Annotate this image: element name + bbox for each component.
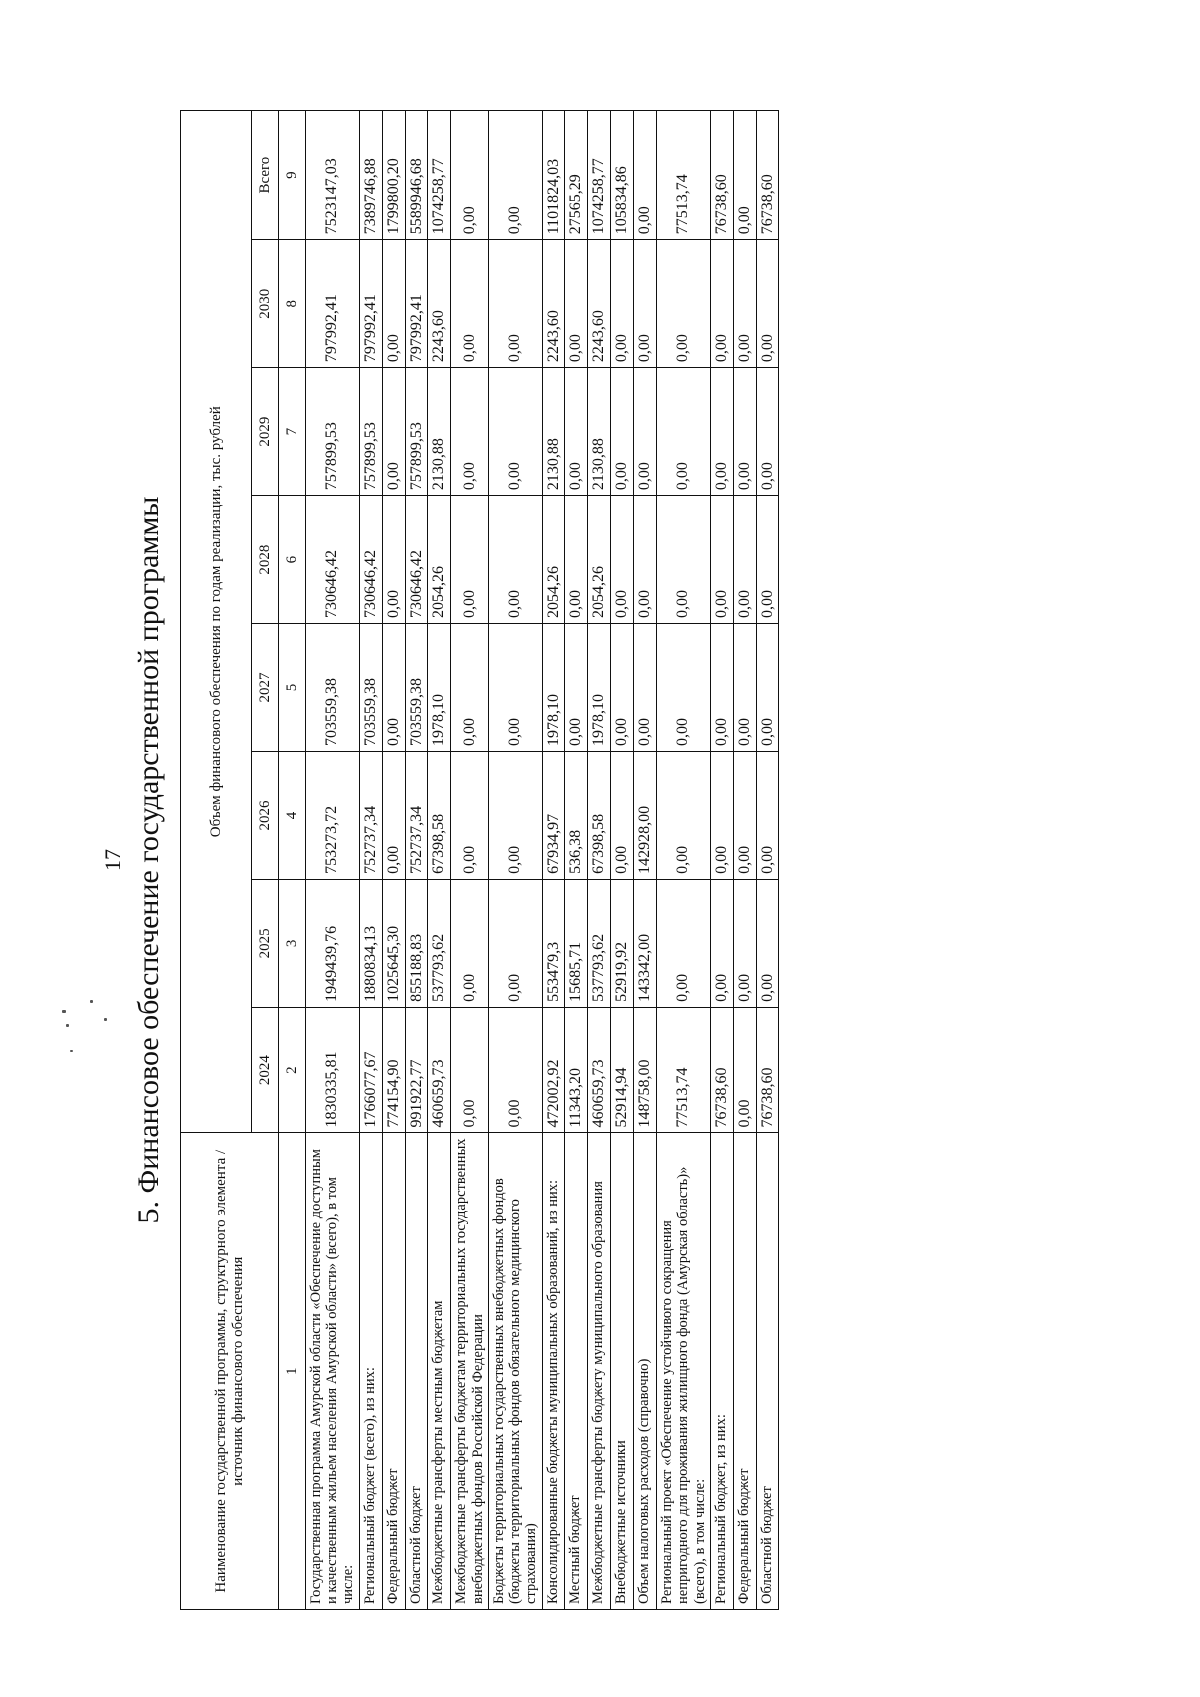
column-number: 8 xyxy=(279,240,306,368)
value-cell: 77513,74 xyxy=(657,111,711,240)
row-name-cell: Межбюджетные трансферты местным бюджетам xyxy=(428,1133,451,1610)
value-cell: 67934,97 xyxy=(542,751,565,879)
value-cell: 67398,58 xyxy=(428,751,451,879)
value-cell: 0,00 xyxy=(611,496,634,624)
column-number: 3 xyxy=(279,879,306,1007)
table-row xyxy=(588,111,611,1610)
row-name-cell: Региональный бюджет, из них: xyxy=(710,1133,733,1610)
value-cell: 0,00 xyxy=(634,496,657,624)
value-cell: 76738,60 xyxy=(756,1007,779,1133)
value-cell: 2130,88 xyxy=(588,368,611,496)
value-cell: 1978,10 xyxy=(428,624,451,752)
value-cell: 1766077,67 xyxy=(359,1007,382,1133)
value-cell: 0,00 xyxy=(710,879,733,1007)
value-cell: 1880834,13 xyxy=(359,879,382,1007)
section-title: 5. Финансовое обеспечение государственной программы xyxy=(132,496,165,1224)
value-cell: 1949439,76 xyxy=(306,879,360,1007)
column-number: 9 xyxy=(279,111,306,240)
table-row xyxy=(306,111,360,1610)
value-cell: 7389746,88 xyxy=(359,111,382,240)
column-number: 4 xyxy=(279,751,306,879)
value-cell: 797992,41 xyxy=(359,240,382,368)
value-cell: 0,00 xyxy=(756,879,779,1007)
scan-speck xyxy=(66,1024,69,1027)
year-header: 2027 xyxy=(252,624,279,752)
value-cell: 0,00 xyxy=(382,624,405,752)
value-cell: 0,00 xyxy=(565,496,588,624)
value-cell: 0,00 xyxy=(657,368,711,496)
row-name-cell: Межбюджетные трансферты бюджетам территориальных государственных внебюджетных фондов Российской Федерации xyxy=(451,1133,488,1610)
value-cell: 752737,34 xyxy=(359,751,382,879)
value-cell: 537793,62 xyxy=(588,879,611,1007)
value-cell: 1830335,81 xyxy=(306,1007,360,1133)
value-cell: 27565,29 xyxy=(565,111,588,240)
volume-header: Объем финансового обеспечения по годам реализации, тыс. рублей xyxy=(181,111,252,1133)
year-header: 2024 xyxy=(252,1007,279,1133)
column-number: 1 xyxy=(279,1133,306,1610)
value-cell: 0,00 xyxy=(451,240,488,368)
value-cell: 77513,74 xyxy=(657,1007,711,1133)
year-header: 2025 xyxy=(252,879,279,1007)
value-cell: 0,00 xyxy=(756,624,779,752)
value-cell: 0,00 xyxy=(382,368,405,496)
value-cell: 757899,53 xyxy=(306,368,360,496)
value-cell: 52919,92 xyxy=(611,879,634,1007)
rotated-page-content xyxy=(70,110,1170,1610)
value-cell: 460659,73 xyxy=(588,1007,611,1133)
row-name-cell: Областной бюджет xyxy=(756,1133,779,1610)
value-cell: 0,00 xyxy=(488,879,542,1007)
value-cell: 67398,58 xyxy=(588,751,611,879)
value-cell: 1978,10 xyxy=(588,624,611,752)
table-row xyxy=(451,111,488,1610)
table-row xyxy=(733,111,756,1610)
value-cell: 0,00 xyxy=(710,496,733,624)
table-row xyxy=(611,111,634,1610)
row-name-cell: Федеральный бюджет xyxy=(733,1133,756,1610)
value-cell: 0,00 xyxy=(756,496,779,624)
value-cell: 0,00 xyxy=(611,751,634,879)
value-cell: 2054,26 xyxy=(428,496,451,624)
value-cell: 460659,73 xyxy=(428,1007,451,1133)
value-cell: 797992,41 xyxy=(306,240,360,368)
value-cell: 0,00 xyxy=(733,879,756,1007)
table-row xyxy=(756,111,779,1610)
value-cell: 0,00 xyxy=(710,751,733,879)
value-cell: 2243,60 xyxy=(428,240,451,368)
value-cell: 0,00 xyxy=(657,879,711,1007)
value-cell: 52914,94 xyxy=(611,1007,634,1133)
value-cell: 0,00 xyxy=(488,368,542,496)
column-number: 5 xyxy=(279,624,306,752)
table-row xyxy=(359,111,382,1610)
year-header: 2026 xyxy=(252,751,279,879)
value-cell: 1074258,77 xyxy=(428,111,451,240)
row-name-cell: Федеральный бюджет xyxy=(382,1133,405,1610)
value-cell: 703559,38 xyxy=(405,624,428,752)
value-cell: 0,00 xyxy=(756,751,779,879)
value-cell: 0,00 xyxy=(733,624,756,752)
value-cell: 797992,41 xyxy=(405,240,428,368)
value-cell: 730646,42 xyxy=(306,496,360,624)
value-cell: 0,00 xyxy=(488,751,542,879)
value-cell: 0,00 xyxy=(634,368,657,496)
value-cell: 0,00 xyxy=(733,111,756,240)
table-row xyxy=(634,111,657,1610)
value-cell: 1978,10 xyxy=(542,624,565,752)
value-cell: 703559,38 xyxy=(359,624,382,752)
table-row xyxy=(488,111,542,1610)
row-name-cell: Местный бюджет xyxy=(565,1133,588,1610)
value-cell: 0,00 xyxy=(756,368,779,496)
value-cell: 0,00 xyxy=(565,624,588,752)
table-row xyxy=(428,111,451,1610)
year-header: 2028 xyxy=(252,496,279,624)
column-number: 7 xyxy=(279,368,306,496)
value-cell: 0,00 xyxy=(488,240,542,368)
value-cell: 855188,83 xyxy=(405,879,428,1007)
value-cell: 2054,26 xyxy=(542,496,565,624)
column-number: 6 xyxy=(279,496,306,624)
value-cell: 1799800,20 xyxy=(382,111,405,240)
value-cell: 0,00 xyxy=(733,368,756,496)
name-column-header: Наименование государственной программы, структурного элемента / источник финансового обеспечения xyxy=(181,1133,279,1610)
table-row xyxy=(657,111,711,1610)
value-cell: 0,00 xyxy=(733,240,756,368)
row-name-cell: Консолидированные бюджеты муниципальных образований, из них: xyxy=(542,1133,565,1610)
value-cell: 0,00 xyxy=(733,1007,756,1133)
value-cell: 142928,00 xyxy=(634,751,657,879)
value-cell: 0,00 xyxy=(634,624,657,752)
table-row xyxy=(710,111,733,1610)
value-cell: 5589946,68 xyxy=(405,111,428,240)
value-cell: 0,00 xyxy=(382,751,405,879)
row-name-cell: Региональный бюджет (всего), из них: xyxy=(359,1133,382,1610)
year-header: 2029 xyxy=(252,368,279,496)
column-number: 2 xyxy=(279,1007,306,1133)
value-cell: 0,00 xyxy=(634,111,657,240)
value-cell: 757899,53 xyxy=(359,368,382,496)
value-cell: 0,00 xyxy=(565,240,588,368)
column-number-row xyxy=(279,111,306,1610)
value-cell: 76738,60 xyxy=(756,111,779,240)
table-row xyxy=(382,111,405,1610)
value-cell: 0,00 xyxy=(756,240,779,368)
value-cell: 0,00 xyxy=(565,368,588,496)
value-cell: 0,00 xyxy=(451,496,488,624)
value-cell: 0,00 xyxy=(611,240,634,368)
row-name-cell: Государственная программа Амурской области «Обеспечение доступным и качественным жильем населения Амурской области» (всего), в том числе: xyxy=(306,1133,360,1610)
value-cell: 0,00 xyxy=(611,624,634,752)
value-cell: 753273,72 xyxy=(306,751,360,879)
row-name-cell: Внебюджетные источники xyxy=(611,1133,634,1610)
value-cell: 15685,71 xyxy=(565,879,588,1007)
value-cell: 0,00 xyxy=(488,496,542,624)
financial-table xyxy=(180,110,779,1610)
value-cell: 0,00 xyxy=(451,879,488,1007)
value-cell: 0,00 xyxy=(382,240,405,368)
value-cell: 0,00 xyxy=(710,368,733,496)
value-cell: 0,00 xyxy=(451,368,488,496)
value-cell: 0,00 xyxy=(657,240,711,368)
row-name-cell: Региональный проект «Обеспечение устойчивого сокращения непригодного для проживания жилищного фонда (Амурская область)» (всего), в том числе: xyxy=(657,1133,711,1610)
value-cell: 0,00 xyxy=(488,1007,542,1133)
row-name-cell: Объем налоговых расходов (справочно) xyxy=(634,1133,657,1610)
table-body xyxy=(306,111,779,1610)
row-name-cell: Областной бюджет xyxy=(405,1133,428,1610)
value-cell: 0,00 xyxy=(710,240,733,368)
value-cell: 537793,62 xyxy=(428,879,451,1007)
page-number: 17 xyxy=(100,849,125,871)
value-cell: 0,00 xyxy=(451,751,488,879)
value-cell: 0,00 xyxy=(710,624,733,752)
value-cell: 472002,92 xyxy=(542,1007,565,1133)
value-cell: 1074258,77 xyxy=(588,111,611,240)
table-row xyxy=(542,111,565,1610)
value-cell: 0,00 xyxy=(451,624,488,752)
value-cell: 0,00 xyxy=(634,240,657,368)
value-cell: 2243,60 xyxy=(542,240,565,368)
value-cell: 2130,88 xyxy=(542,368,565,496)
value-cell: 536,38 xyxy=(565,751,588,879)
value-cell: 0,00 xyxy=(733,496,756,624)
value-cell: 148758,00 xyxy=(634,1007,657,1133)
value-cell: 553479,3 xyxy=(542,879,565,1007)
value-cell: 105834,86 xyxy=(611,111,634,240)
value-cell: 0,00 xyxy=(657,624,711,752)
value-cell: 703559,38 xyxy=(306,624,360,752)
value-cell: 774154,90 xyxy=(382,1007,405,1133)
value-cell: 730646,42 xyxy=(359,496,382,624)
value-cell: 0,00 xyxy=(382,496,405,624)
value-cell: 730646,42 xyxy=(405,496,428,624)
value-cell: 76738,60 xyxy=(710,111,733,240)
value-cell: 143342,00 xyxy=(634,879,657,1007)
value-cell: 0,00 xyxy=(657,496,711,624)
value-cell: 2243,60 xyxy=(588,240,611,368)
table-row xyxy=(565,111,588,1610)
value-cell: 7523147,03 xyxy=(306,111,360,240)
table-row xyxy=(405,111,428,1610)
row-name-cell: Бюджеты территориальных государственных внебюджетных фондов (бюджеты территориальных фондов обязательного медицинского страхования) xyxy=(488,1133,542,1610)
value-cell: 0,00 xyxy=(611,368,634,496)
value-cell: 0,00 xyxy=(488,111,542,240)
value-cell: 757899,53 xyxy=(405,368,428,496)
value-cell: 0,00 xyxy=(451,1007,488,1133)
year-header: 2030 xyxy=(252,240,279,368)
value-cell: 991922,77 xyxy=(405,1007,428,1133)
value-cell: 76738,60 xyxy=(710,1007,733,1133)
year-header: Всего xyxy=(252,111,279,240)
value-cell: 0,00 xyxy=(488,624,542,752)
scan-speck xyxy=(62,1010,66,1013)
value-cell: 11343,20 xyxy=(565,1007,588,1133)
value-cell: 1025645,30 xyxy=(382,879,405,1007)
value-cell: 1101824,03 xyxy=(542,111,565,240)
value-cell: 0,00 xyxy=(451,111,488,240)
value-cell: 0,00 xyxy=(657,751,711,879)
row-name-cell: Межбюджетные трансферты бюджету муниципального образования xyxy=(588,1133,611,1610)
value-cell: 752737,34 xyxy=(405,751,428,879)
value-cell: 0,00 xyxy=(733,751,756,879)
value-cell: 2054,26 xyxy=(588,496,611,624)
value-cell: 2130,88 xyxy=(428,368,451,496)
